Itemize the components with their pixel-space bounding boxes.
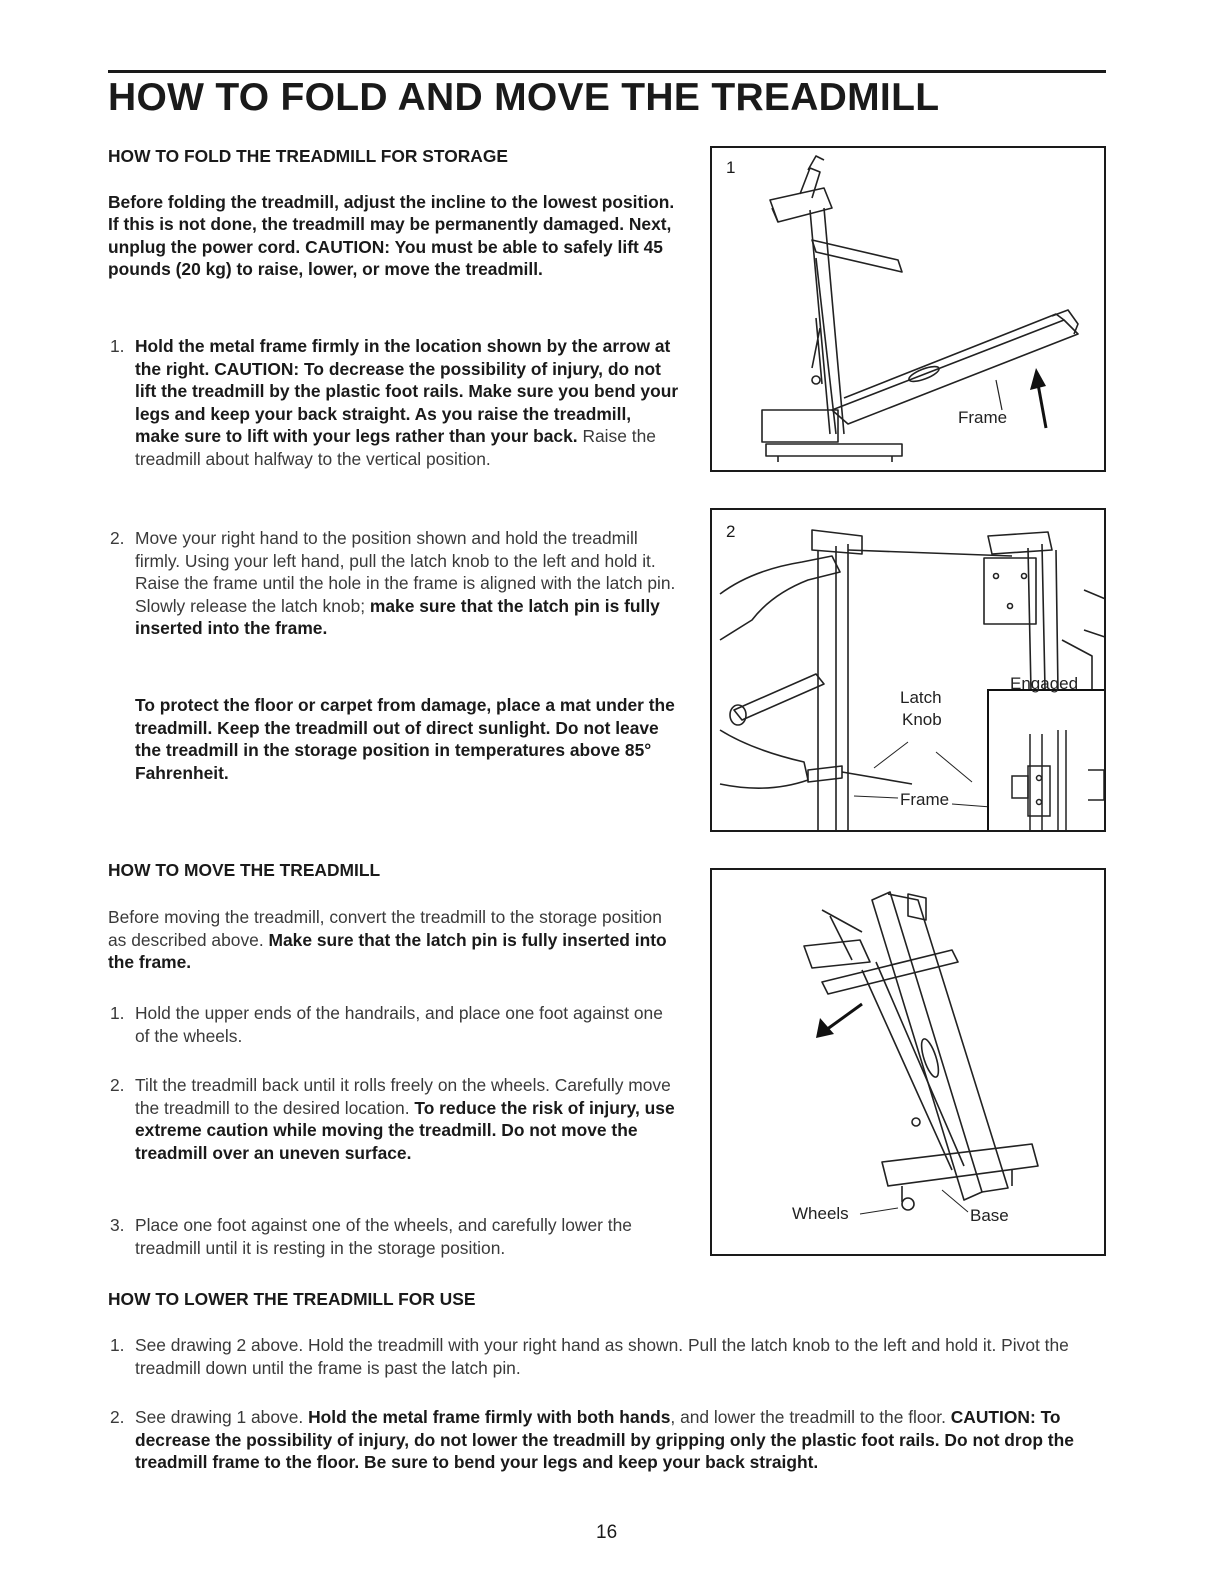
move-step-2 — [108, 1074, 680, 1164]
move-step-2-bold: To reduce the risk of injury, use extreme caution while moving the treadmill. Do not move the treadmill over an uneven surface. — [135, 1097, 675, 1163]
fold-step-2-number: 2. — [110, 528, 125, 548]
move-heading: HOW TO MOVE THE TREADMILL — [108, 860, 381, 880]
move-step-3-text: Place one foot against one of the wheels, and carefully lower the treadmill until it is resting in the storage position. — [135, 1215, 632, 1258]
lower-step-1 — [108, 1334, 1098, 1379]
fold-heading: HOW TO FOLD THE TREADMILL FOR STORAGE — [108, 146, 508, 166]
move-step-2-number: 2. — [110, 1075, 125, 1095]
fold-protect-text: To protect the floor or carpet from damage, place a mat under the treadmill. Keep the treadmill out of direct sunlight. Do not leave the treadmill in the storage position in temperatures above 85° Fahrenheit. — [135, 695, 675, 783]
figure-2-latch-label: Latch — [900, 688, 942, 707]
fold-step-2 — [108, 527, 680, 640]
lower-step-2-number: 2. — [110, 1407, 125, 1427]
lower-step-2-text-a: See drawing 1 above. — [135, 1407, 309, 1427]
page-number: 16 — [596, 1522, 618, 1543]
move-step-1 — [108, 1002, 680, 1047]
fold-step-2-text: Move your right hand to the position shown and hold the treadmill firmly. Using your left hand, pull the latch knob to the left and hold it. Raise the frame until the hole in the frame is aligned with the latch pin. Slowly release the latch knob; — [135, 528, 676, 616]
fold-protect-note — [108, 694, 680, 784]
move-step-1-number: 1. — [110, 1003, 125, 1023]
figure-2-latch-pin — [710, 508, 1106, 832]
lower-step-2-bold-b: CAUTION: To decrease the possibility of injury, do not lower the treadmill by gripping only the plastic foot rails. Do not drop the treadmill frame to the floor. Be sure to bend your legs and keep your back straight. — [135, 1407, 1074, 1472]
figure-1-drawing — [712, 148, 1106, 472]
figure-3-wheels-label: Wheels — [792, 1204, 849, 1223]
figure-2-knob-label: Knob — [902, 710, 942, 729]
fold-step-1-number: 1. — [110, 336, 125, 356]
lower-step-2-bold-a: Hold the metal frame firmly with both hands — [308, 1407, 671, 1427]
figure-2-engaged-label: Engaged — [1010, 674, 1079, 693]
lower-step-1-number: 1. — [110, 1335, 125, 1355]
title-rule — [108, 70, 1106, 73]
figure-2-number: 2 — [726, 522, 736, 541]
lower-step-2 — [108, 1406, 1098, 1474]
move-intro-bold: Make sure that the latch pin is fully inserted into the frame. — [108, 929, 667, 972]
move-step-3 — [108, 1214, 680, 1259]
figure-1-raise-treadmill — [710, 146, 1106, 472]
figure-1-number: 1 — [726, 158, 736, 177]
fold-intro: Before folding the treadmill, adjust the incline to the lowest position. If this is not done, the treadmill may be permanently damaged. Next, unplug the power cord. CAUTION: You must be able to safely lift 45 pounds (20 kg) to raise, lower, or move the treadmill. — [108, 192, 675, 279]
figure-3-move-treadmill — [710, 868, 1106, 1256]
fold-step-1-text: Raise the treadmill about halfway to the vertical position. — [135, 426, 656, 469]
move-step-1-text: Hold the upper ends of the handrails, and place one foot against one of the wheels. — [135, 1003, 663, 1046]
figure-2-drawing — [712, 510, 1106, 832]
move-step-2-text: Tilt the treadmill back until it rolls freely on the wheels. Carefully move the treadmill to the desired location. — [135, 1075, 671, 1118]
fold-step-1-bold: Hold the metal frame firmly in the location shown by the arrow at the right. CAUTION: To decrease the possibility of injury, do not lift the treadmill by the plastic foot rails. Make sure you bend your legs and keep your back straight. As you raise the treadmill, make sure to lift with your legs rather than your back. — [135, 336, 679, 446]
move-step-3-number: 3. — [110, 1215, 125, 1235]
figure-3-drawing — [712, 870, 1106, 1256]
move-intro — [108, 906, 680, 974]
move-intro-text: Before moving the treadmill, convert the treadmill to the storage position as described above. — [108, 907, 662, 950]
fold-step-2-bold: make sure that the latch pin is fully inserted into the frame. — [135, 595, 660, 638]
page-title: HOW TO FOLD AND MOVE THE TREADMILL — [108, 76, 940, 119]
figure-3-base-label: Base — [970, 1206, 1009, 1225]
figure-2-frame-label: Frame — [900, 790, 950, 809]
fold-step-1 — [108, 335, 680, 470]
figure-1-frame-label: Frame — [958, 408, 1008, 427]
lower-step-1-text: See drawing 2 above. Hold the treadmill with your right hand as shown. Pull the latch knob to the left and hold it. Pivot the treadmill down until the frame is past the latch pin. — [135, 1335, 1069, 1378]
lower-heading: HOW TO LOWER THE TREADMILL FOR USE — [108, 1289, 476, 1309]
lower-step-2-text-b: , and lower the treadmill to the floor. — [670, 1407, 951, 1427]
